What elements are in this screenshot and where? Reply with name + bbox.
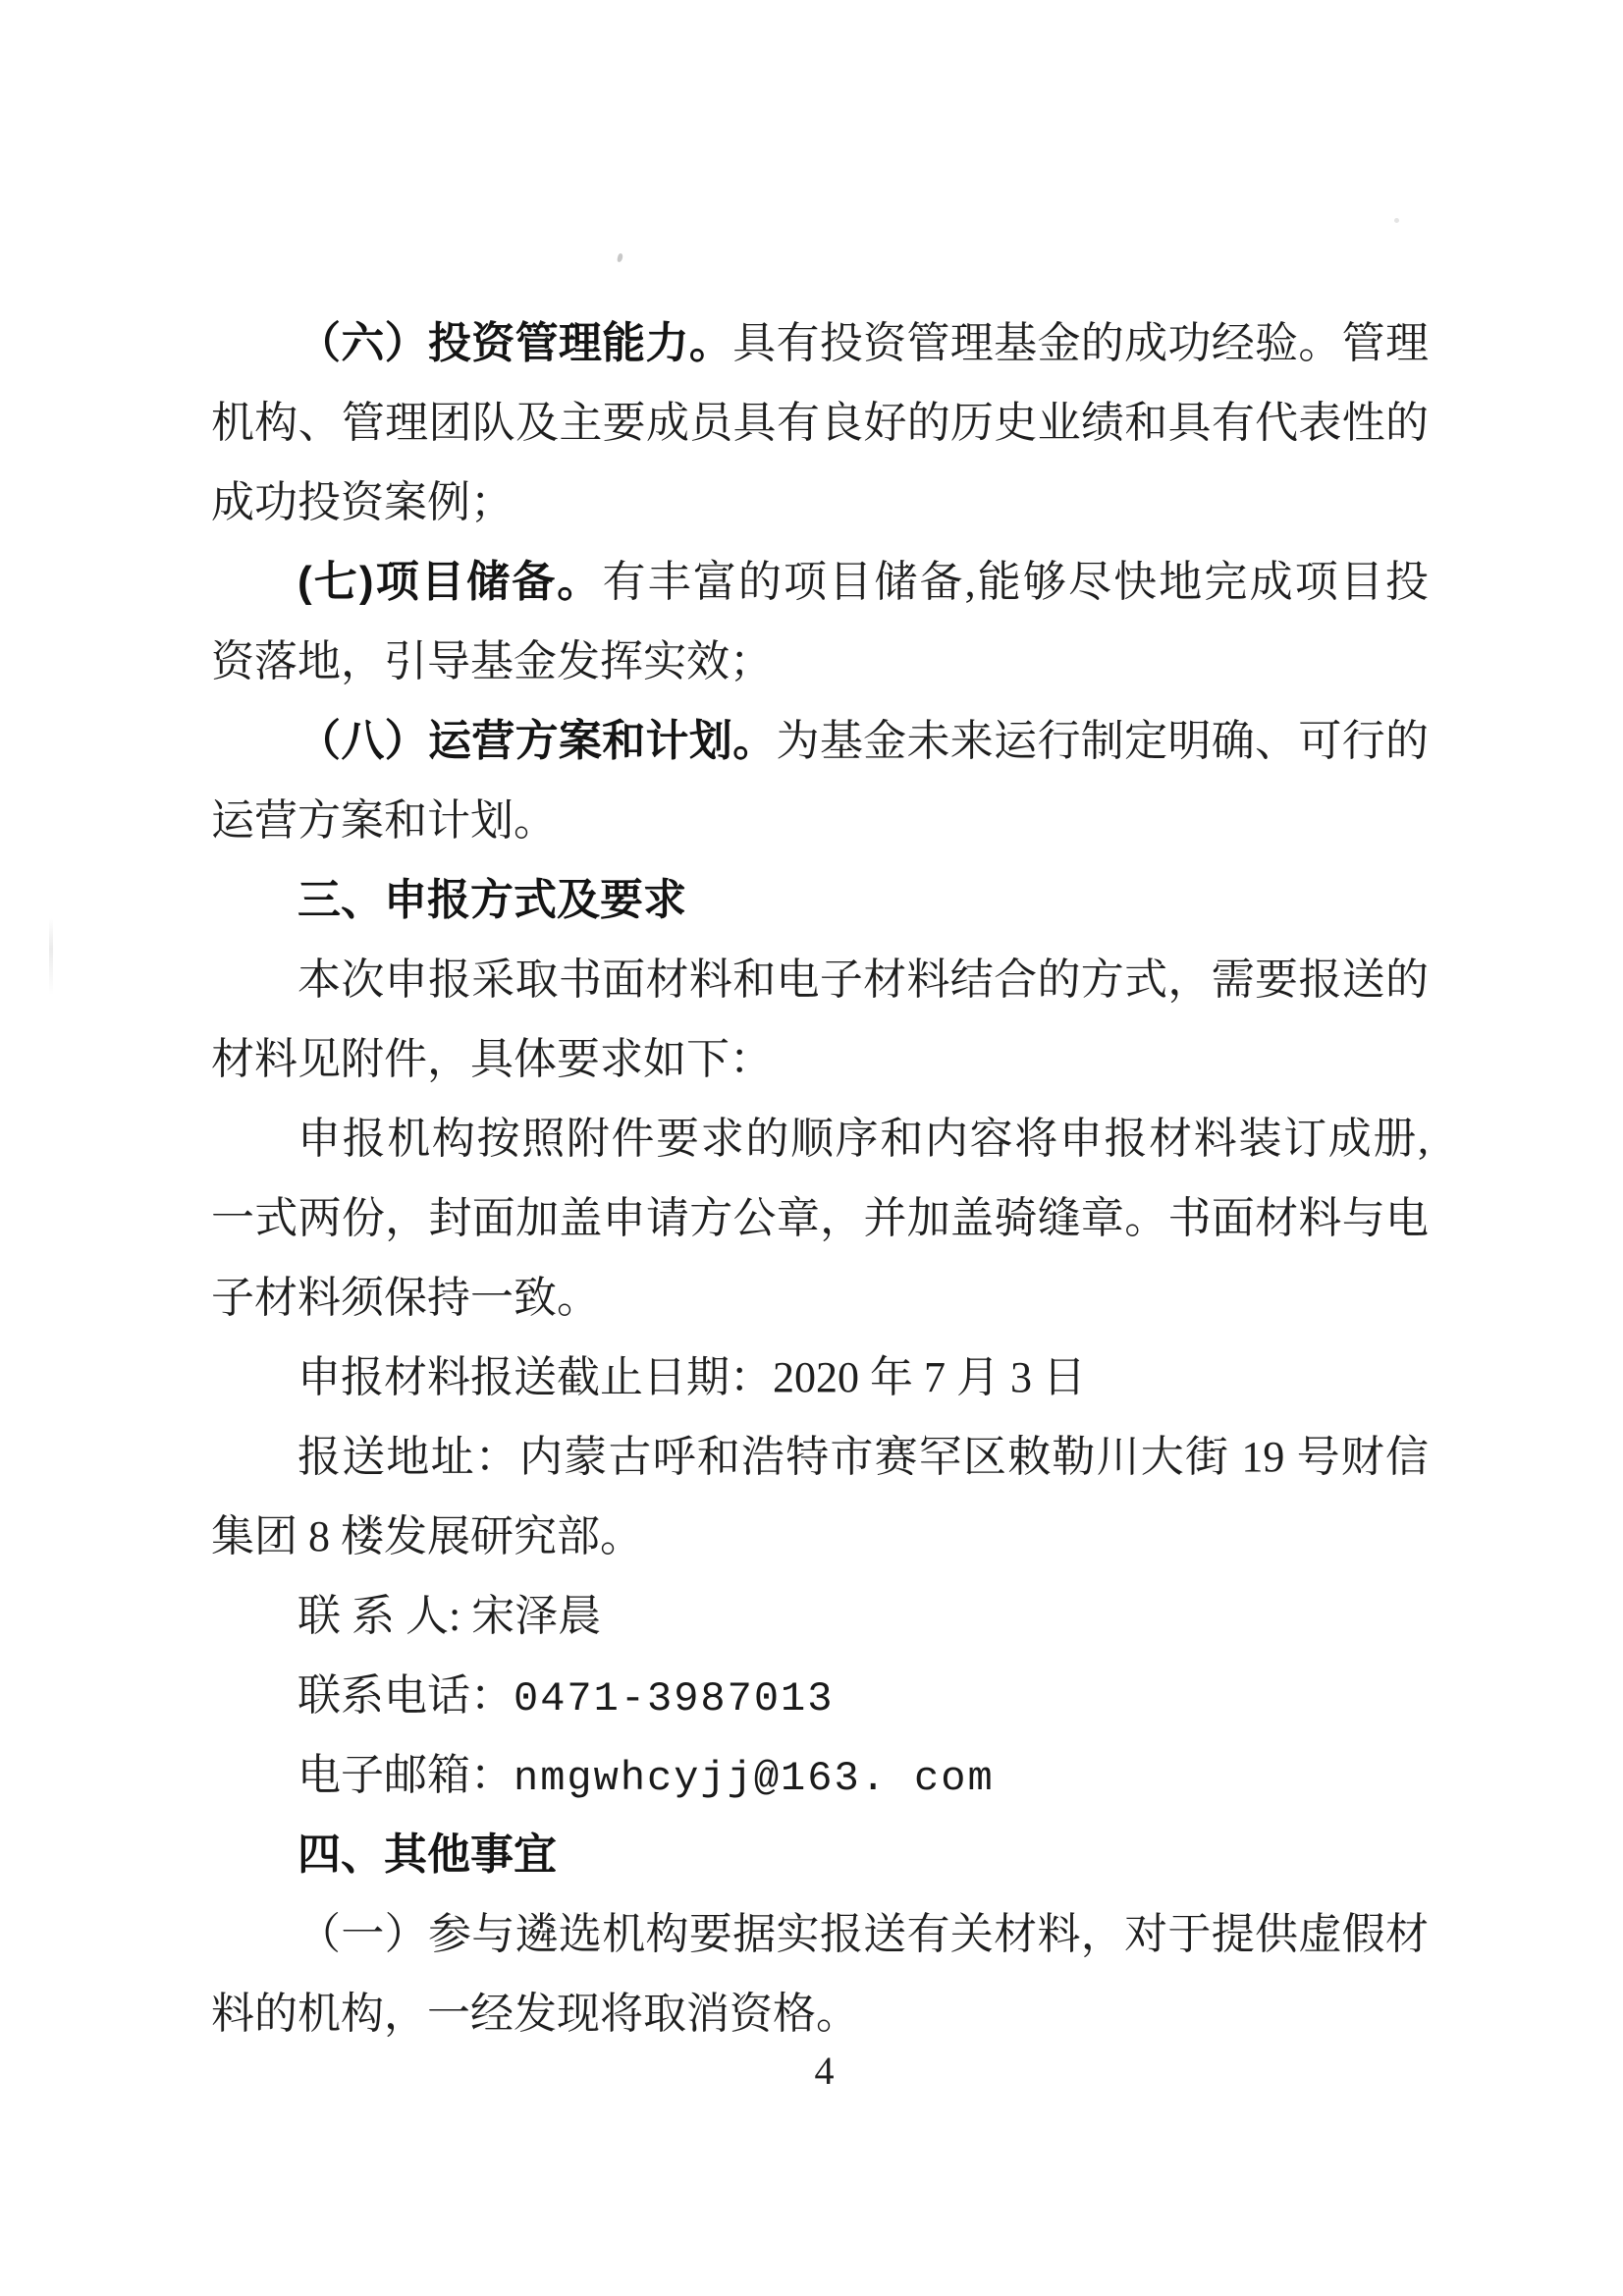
text-line	[211, 940, 1429, 1019]
scan-speck	[1394, 218, 1399, 223]
body-run: 为基金未来运行制定明确、可行的	[776, 717, 1430, 765]
text-line	[211, 542, 1429, 622]
body-run: （一）参与遴选机构要据实报送有关材料，对于提供虚假材	[298, 1910, 1429, 1958]
body-run: 报送地址：内蒙古呼和浩特市赛罕区敕勒川大街 19 号财信	[298, 1433, 1429, 1481]
section-heading	[211, 860, 1429, 940]
text-line	[211, 463, 1429, 542]
bold-run: 四、其他事宜	[298, 1831, 557, 1879]
text-line	[211, 1497, 1429, 1576]
body-run: 联 系 人: 宋泽晨	[298, 1592, 602, 1640]
scan-speck	[617, 253, 623, 263]
text-line	[211, 1099, 1429, 1178]
body-run: 联系电话：	[298, 1671, 514, 1720]
text-line	[211, 1974, 1429, 2053]
body-run: 申报机构按照附件要求的顺序和内容将申报材料装订成册,	[298, 1115, 1429, 1163]
body-run: 料的机构，一经发现将取消资格。	[211, 1990, 859, 2038]
text-line	[211, 1178, 1429, 1258]
text-line	[211, 303, 1429, 383]
body-run: 材料见附件，具体要求如下：	[211, 1035, 773, 1083]
document-body	[211, 303, 1429, 2053]
text-line	[211, 1656, 1429, 1735]
page-number: 4	[814, 2049, 835, 2093]
body-run: 资落地，引导基金发挥实效；	[211, 637, 773, 685]
mono-run: nmgwhcyjj@163. com	[514, 1755, 995, 1802]
body-run: 运营方案和计划。	[211, 796, 557, 845]
text-line	[211, 1417, 1429, 1497]
body-run: 一式两份，封面加盖申请方公章，并加盖骑缝章。书面材料与电	[211, 1194, 1429, 1242]
body-run: 有丰富的项目储备,能够尽快地完成项目投	[602, 558, 1430, 606]
text-line	[211, 383, 1429, 463]
text-line	[211, 1576, 1429, 1656]
body-run: 具有投资管理基金的成功经验。管理	[732, 319, 1430, 367]
text-line	[211, 1894, 1429, 1974]
body-run: 集团 8 楼发展研究部。	[211, 1512, 643, 1560]
body-run: 本次申报采取书面材料和电子材料结合的方式，需要报送的	[298, 956, 1429, 1004]
bold-run: （六）投资管理能力。	[298, 319, 733, 367]
text-line	[211, 622, 1429, 701]
body-run: 申报材料报送截止日期：2020 年 7 月 3 日	[298, 1353, 1086, 1401]
text-line	[211, 1258, 1429, 1338]
text-line	[211, 1735, 1429, 1815]
text-line	[211, 1338, 1429, 1417]
body-run: 子材料须保持一致。	[211, 1274, 600, 1322]
text-line	[211, 781, 1429, 860]
body-run: 成功投资案例；	[211, 478, 514, 526]
mono-run: 0471-3987013	[514, 1675, 835, 1722]
bold-run: （八）运营方案和计划。	[298, 717, 777, 765]
bold-run: 三、申报方式及要求	[298, 876, 686, 924]
scan-edge-streak	[49, 918, 53, 995]
text-line	[211, 1019, 1429, 1099]
body-run: 电子邮箱：	[298, 1751, 514, 1799]
text-line	[211, 701, 1429, 781]
body-run: 机构、管理团队及主要成员具有良好的历史业绩和具有代表性的	[211, 399, 1429, 447]
section-heading	[211, 1815, 1429, 1894]
bold-run: (七)项目储备。	[298, 558, 603, 606]
